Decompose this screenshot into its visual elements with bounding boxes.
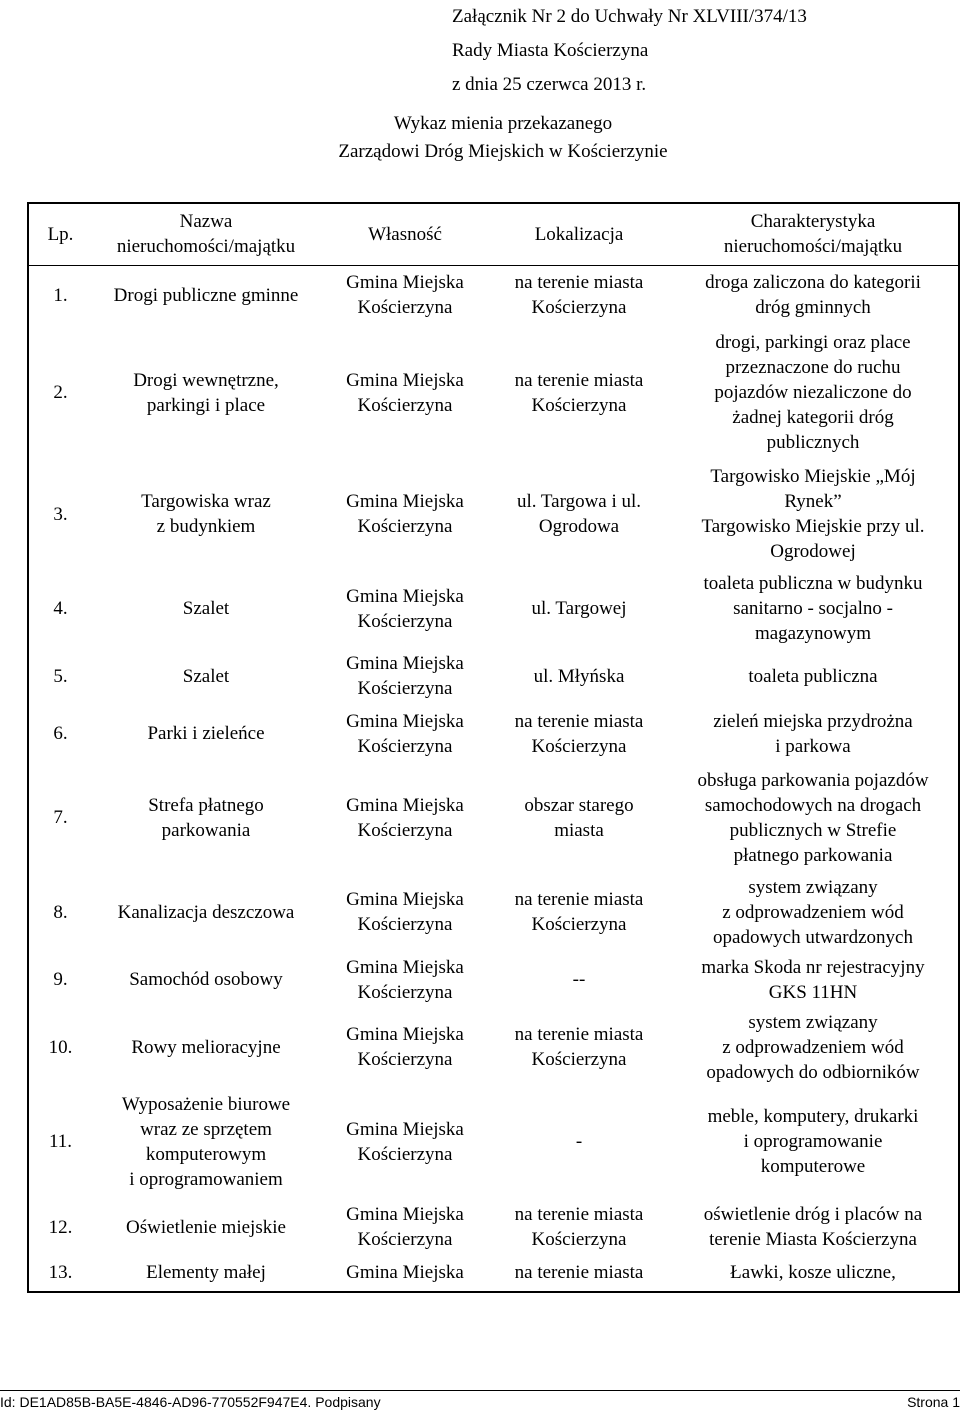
cell-lokalizacja (490, 872, 668, 953)
cell-wlasnosc (320, 703, 490, 763)
cell-charakterystyka (668, 568, 959, 649)
cell-nazwa-line: komputerowym (145, 1143, 267, 1165)
cell-lokalizacja-line: na terenie miasta (514, 710, 644, 732)
cell-charakterystyka-line: meble, komputery, drukarki (707, 1106, 919, 1128)
cell-nazwa (92, 872, 320, 953)
cell-lokalizacja (490, 764, 668, 872)
page-footer (0, 1390, 960, 1414)
cell-lokalizacja-line: Kościerzyna (531, 735, 627, 757)
cell-nazwa-line: Kanalizacja deszczowa (117, 901, 295, 923)
signature-id: Id: DE1AD85B-BA5E-4846-AD96-770552F947E4. Podpisany (0, 1394, 381, 1410)
table-body (28, 265, 959, 1292)
cell-charakterystyka-line: z odprowadzeniem wód (722, 901, 904, 923)
cell-nazwa (92, 1258, 320, 1292)
table-row (28, 325, 959, 460)
table-row (28, 1007, 959, 1088)
cell-charakterystyka-line: z odprowadzeniem wód (722, 1036, 904, 1058)
cell-charakterystyka (668, 1196, 959, 1259)
cell-wlasnosc-line: Gmina Miejska (346, 794, 464, 816)
cell-wlasnosc-line: Gmina Miejska (346, 889, 464, 911)
cell-wlasnosc (320, 1088, 490, 1196)
cell-lokalizacja-line: ul. Targowej (531, 598, 627, 620)
cell-charakterystyka-line: toaleta publiczna w budynku (703, 573, 923, 595)
cell-wlasnosc-line: Kościerzyna (357, 610, 453, 632)
cell-lp: 8. (53, 901, 68, 923)
cell-charakterystyka-line: system związany (748, 1011, 878, 1033)
cell-charakterystyka-line: toaleta publiczna (748, 665, 878, 687)
cell-wlasnosc-line: Gmina Miejska (346, 710, 464, 732)
cell-charakterystyka (668, 953, 959, 1007)
cell-wlasnosc-line: Kościerzyna (357, 735, 453, 757)
cell-wlasnosc-line: Kościerzyna (357, 981, 453, 1003)
cell-lp: 3. (53, 503, 68, 525)
cell-lokalizacja-line: Ogrodowa (538, 516, 620, 538)
cell-charakterystyka-line: przeznaczone do ruchu (725, 357, 901, 379)
header-lp: Lp. (28, 203, 92, 265)
cell-wlasnosc-line: Kościerzyna (357, 914, 453, 936)
cell-nazwa (92, 325, 320, 460)
cell-lokalizacja (490, 1258, 668, 1292)
cell-wlasnosc-line: Gmina Miejska (346, 956, 464, 978)
cell-charakterystyka-line: płatnego parkowania (733, 844, 893, 866)
cell-lokalizacja (490, 1007, 668, 1088)
cell-lp: 6. (53, 723, 68, 745)
cell-charakterystyka-line: komputerowe (760, 1156, 866, 1178)
cell-lp: 12. (48, 1216, 73, 1238)
cell-lokalizacja-line: Kościerzyna (531, 1049, 627, 1071)
cell-charakterystyka-line: Targowisko Miejskie przy ul. (701, 516, 925, 538)
cell-wlasnosc-line: Gmina Miejska (346, 653, 464, 675)
cell-lokalizacja-line: na terenie miasta (514, 369, 644, 391)
cell-nazwa (92, 265, 320, 325)
table-row (28, 1258, 959, 1292)
cell-lokalizacja-line: Kościerzyna (531, 297, 627, 319)
cell-nazwa-line: Strefa płatnego (148, 794, 264, 816)
cell-lokalizacja (490, 265, 668, 325)
cell-charakterystyka-line: samochodowych na drogach (704, 794, 922, 816)
table-row (28, 265, 959, 325)
cell-charakterystyka-line: GKS 11HN (768, 981, 858, 1003)
cell-lokalizacja-line: Kościerzyna (531, 1229, 627, 1251)
cell-charakterystyka-line: system związany (748, 876, 878, 898)
cell-lp: 4. (53, 598, 68, 620)
cell-lokalizacja (490, 649, 668, 703)
cell-lp: 9. (53, 969, 68, 991)
table-row (28, 872, 959, 953)
cell-wlasnosc-line: Gmina Miejska (346, 1262, 464, 1284)
cell-wlasnosc-line: Kościerzyna (357, 1143, 453, 1165)
cell-wlasnosc (320, 325, 490, 460)
cell-charakterystyka-line: oświetlenie dróg i placów na (703, 1204, 923, 1226)
cell-charakterystyka (668, 1007, 959, 1088)
cell-nazwa (92, 1196, 320, 1259)
header-charakterystyka: Charakterystyka nieruchomości/majątku (668, 203, 959, 265)
cell-nazwa-line: parkingi i place (146, 394, 266, 416)
cell-charakterystyka-line: dróg gminnych (755, 297, 871, 319)
cell-charakterystyka-line: Ogrodowej (770, 541, 856, 563)
cell-nazwa-line: i oprogramowaniem (129, 1168, 283, 1190)
page-number: Strona 1 (907, 1394, 960, 1410)
cell-nazwa-line: Elementy małej (146, 1262, 266, 1284)
cell-wlasnosc (320, 1196, 490, 1259)
cell-lokalizacja-line: na terenie miasta (514, 1204, 644, 1226)
cell-charakterystyka-line: opadowych do odbiorników (706, 1061, 920, 1083)
cell-wlasnosc (320, 1007, 490, 1088)
cell-wlasnosc-line: Kościerzyna (357, 516, 453, 538)
cell-wlasnosc-line: Gmina Miejska (346, 1204, 464, 1226)
asset-table (27, 202, 960, 1293)
cell-lokalizacja-line: - (575, 1131, 583, 1153)
cell-charakterystyka-line: zieleń miejska przydrożna (713, 710, 913, 732)
cell-charakterystyka-line: sanitarno - socjalno - (733, 598, 893, 620)
cell-charakterystyka-line: żadnej kategorii dróg (732, 407, 894, 429)
cell-wlasnosc-line: Gmina Miejska (346, 491, 464, 513)
cell-nazwa-line: parkowania (161, 819, 251, 841)
cell-lokalizacja-line: na terenie miasta (514, 889, 644, 911)
cell-lokalizacja-line: ul. Młyńska (533, 665, 625, 687)
cell-charakterystyka (668, 460, 959, 568)
header-wlasnosc: Własność (320, 203, 490, 265)
cell-lp: 10. (48, 1036, 73, 1058)
cell-lokalizacja-line: na terenie miasta (514, 1262, 644, 1284)
cell-lokalizacja-line: ul. Targowa i ul. (516, 491, 642, 513)
cell-lokalizacja-line: na terenie miasta (514, 272, 644, 294)
cell-wlasnosc-line: Kościerzyna (357, 1229, 453, 1251)
cell-charakterystyka (668, 325, 959, 460)
cell-charakterystyka-line: Targowisko Miejskie „Mój (710, 466, 916, 488)
document-header (452, 0, 872, 102)
cell-charakterystyka (668, 265, 959, 325)
cell-wlasnosc-line: Kościerzyna (357, 394, 453, 416)
cell-lokalizacja-line: miasta (554, 819, 604, 841)
cell-nazwa (92, 764, 320, 872)
cell-wlasnosc (320, 1258, 490, 1292)
cell-nazwa (92, 953, 320, 1007)
header-line-3: z dnia 25 czerwca 2013 r. (452, 74, 647, 95)
cell-lp: 2. (53, 382, 68, 404)
cell-charakterystyka (668, 649, 959, 703)
cell-wlasnosc (320, 649, 490, 703)
cell-charakterystyka-line: i parkowa (775, 735, 851, 757)
table-row (28, 649, 959, 703)
header-nazwa: Nazwa nieruchomości/majątku (92, 203, 320, 265)
cell-nazwa (92, 460, 320, 568)
cell-charakterystyka-line: marka Skoda nr rejestracyjny (701, 956, 925, 978)
cell-lokalizacja (490, 1088, 668, 1196)
cell-lp: 5. (53, 665, 68, 687)
table-row (28, 1196, 959, 1259)
cell-nazwa-line: Parki i zieleńce (147, 723, 265, 745)
cell-wlasnosc (320, 460, 490, 568)
cell-nazwa (92, 703, 320, 763)
cell-charakterystyka (668, 1258, 959, 1292)
cell-lokalizacja (490, 703, 668, 763)
cell-wlasnosc (320, 872, 490, 953)
table-header-row (28, 203, 959, 265)
cell-charakterystyka (668, 703, 959, 763)
cell-charakterystyka-line: i oprogramowanie (743, 1131, 883, 1153)
header-line-2: Rady Miasta Kościerzyna (452, 40, 649, 61)
cell-nazwa-line: Drogi wewnętrzne, (133, 369, 279, 391)
cell-nazwa-line: Szalet (182, 665, 230, 687)
cell-lokalizacja-line: obszar starego (524, 794, 634, 816)
table-row (28, 1088, 959, 1196)
cell-wlasnosc-line: Kościerzyna (357, 678, 453, 700)
cell-lp: 1. (53, 284, 68, 306)
cell-lokalizacja-line: -- (572, 969, 586, 991)
cell-nazwa-line: wraz ze sprzętem (140, 1118, 272, 1140)
cell-lokalizacja-line: Kościerzyna (531, 394, 627, 416)
cell-charakterystyka-line: terenie Miasta Kościerzyna (709, 1229, 917, 1251)
cell-nazwa-line: Targowiska wraz (141, 491, 271, 513)
cell-charakterystyka-line: publicznych (766, 432, 860, 454)
cell-charakterystyka-line: opadowych utwardzonych (713, 926, 913, 948)
cell-wlasnosc-line: Gmina Miejska (346, 272, 464, 294)
cell-charakterystyka-line: publicznych w Strefie (729, 819, 897, 841)
table-row (28, 703, 959, 763)
cell-wlasnosc-line: Gmina Miejska (346, 1118, 464, 1140)
cell-charakterystyka-line: pojazdów niezaliczone do (714, 382, 912, 404)
cell-nazwa (92, 1088, 320, 1196)
cell-wlasnosc (320, 568, 490, 649)
table-row (28, 460, 959, 568)
cell-charakterystyka (668, 764, 959, 872)
cell-nazwa (92, 1007, 320, 1088)
title-line-1: Wykaz mienia przekazanego (393, 113, 613, 134)
cell-lokalizacja (490, 568, 668, 649)
cell-charakterystyka (668, 872, 959, 953)
cell-lp: 13. (48, 1262, 73, 1284)
header-lokalizacja: Lokalizacja (490, 203, 668, 265)
cell-wlasnosc-line: Gmina Miejska (346, 1024, 464, 1046)
document-title (0, 110, 960, 166)
cell-nazwa-line: Drogi publiczne gminne (113, 284, 299, 306)
cell-wlasnosc-line: Kościerzyna (357, 1049, 453, 1071)
cell-nazwa-line: Szalet (182, 598, 230, 620)
table-row (28, 953, 959, 1007)
cell-wlasnosc-line: Gmina Miejska (346, 369, 464, 391)
cell-charakterystyka (668, 1088, 959, 1196)
cell-wlasnosc (320, 764, 490, 872)
cell-wlasnosc-line: Kościerzyna (357, 297, 453, 319)
table-row (28, 568, 959, 649)
cell-charakterystyka-line: obsługa parkowania pojazdów (697, 769, 929, 791)
cell-nazwa (92, 568, 320, 649)
cell-wlasnosc-line: Kościerzyna (357, 819, 453, 841)
cell-charakterystyka-line: Rynek” (784, 491, 842, 513)
cell-lokalizacja (490, 325, 668, 460)
cell-wlasnosc-line: Gmina Miejska (346, 585, 464, 607)
cell-nazwa-line: z budynkiem (156, 516, 256, 538)
cell-nazwa-line: Samochód osobowy (129, 969, 283, 991)
cell-wlasnosc (320, 265, 490, 325)
cell-nazwa-line: Wyposażenie biurowe (121, 1093, 291, 1115)
cell-charakterystyka-line: droga zaliczona do kategorii (705, 272, 921, 294)
cell-wlasnosc (320, 953, 490, 1007)
title-line-2: Zarządowi Dróg Miejskich w Kościerzynie (338, 141, 668, 162)
cell-charakterystyka-line: drogi, parkingi oraz place (715, 332, 911, 354)
cell-nazwa (92, 649, 320, 703)
cell-lp: 7. (53, 807, 68, 829)
cell-nazwa-line: Rowy melioracyjne (131, 1036, 281, 1058)
cell-lokalizacja (490, 953, 668, 1007)
cell-lp: 11. (48, 1131, 73, 1153)
cell-charakterystyka-line: Ławki, kosze uliczne, (730, 1262, 896, 1284)
cell-lokalizacja-line: Kościerzyna (531, 914, 627, 936)
cell-nazwa-line: Oświetlenie miejskie (126, 1216, 286, 1238)
cell-lokalizacja (490, 460, 668, 568)
cell-lokalizacja-line: na terenie miasta (514, 1024, 644, 1046)
header-line-1: Załącznik Nr 2 do Uchwały Nr XLVIII/374/13 (452, 6, 807, 27)
cell-lokalizacja (490, 1196, 668, 1259)
table-row (28, 764, 959, 872)
cell-charakterystyka-line: magazynowym (754, 623, 872, 645)
